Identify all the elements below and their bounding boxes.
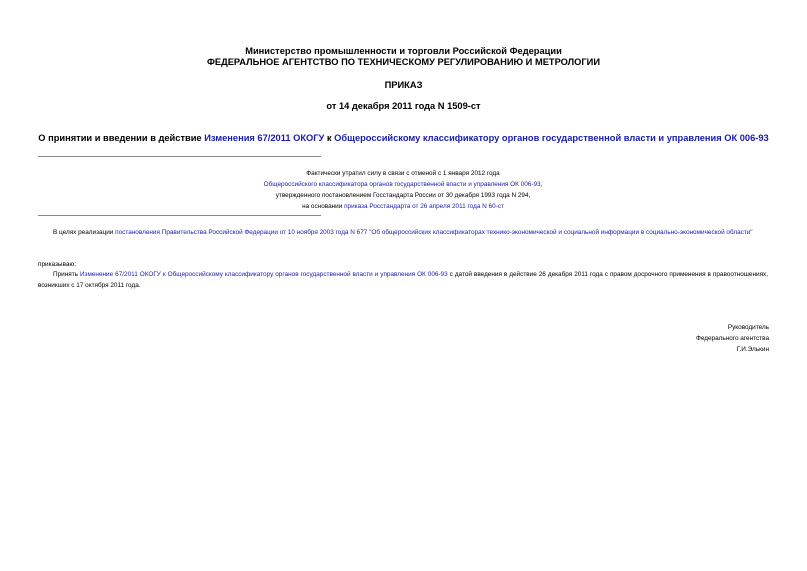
- paragraph-order: [38, 270, 768, 291]
- title-link-amendment[interactable]: Изменения 67/2011 ОКОГУ: [204, 133, 325, 143]
- status-note: [38, 168, 768, 212]
- document-date-number: от 14 декабря 2011 года N 1509-ст: [326, 101, 481, 111]
- note-line-3: утвержденного постановлением Госстандарта России от 30 декабря 1993 года N 294,: [275, 192, 531, 199]
- note-line-4-prefix: на основании: [302, 203, 345, 210]
- note-line-2-suffix: ,: [540, 181, 543, 188]
- divider-top: [38, 156, 321, 157]
- signature-block: [696, 322, 769, 355]
- para2-link-amendment[interactable]: Изменение 67/2011 ОКОГУ к Общероссийскому классификатору органов государственной власти и управления ОК 006-93: [79, 271, 448, 278]
- note-link-order[interactable]: приказа Росстандарта от 26 апреля 2011 года N 60-ст: [344, 203, 504, 210]
- order-word: приказываю:: [38, 261, 76, 268]
- para2-prefix: Принять: [53, 271, 80, 278]
- note-link-classifier[interactable]: Общероссийского классификатора органов государственной власти и управления ОК 006-93: [263, 181, 541, 188]
- note-line-2: [38, 179, 768, 190]
- signature-title: Руководитель: [727, 324, 769, 331]
- ministry-name: Министерство промышленности и торговли Российской Федерации: [245, 46, 562, 56]
- document-type: ПРИКАЗ: [384, 80, 423, 90]
- title-middle: к: [324, 133, 335, 143]
- document-title: [0, 133, 807, 144]
- signature-agency: Федерального агентства: [695, 335, 769, 342]
- signature-name: Г.И.Элькин: [736, 346, 769, 353]
- document-header: [0, 46, 807, 68]
- para1-prefix: В целях реализации: [53, 229, 116, 236]
- note-line-4: [38, 201, 768, 212]
- note-line-1: Фактически утратил силу в связи с отменой с 1 января 2012 года: [306, 170, 500, 177]
- divider-bottom: [38, 215, 321, 216]
- para2-suffix: с датой введения в действие 26 декабря 2011 года с правом досрочного применения в правоотношениях, возникших с 17 октября 2011 года.: [38, 271, 768, 289]
- paragraph-purpose: [38, 228, 768, 239]
- title-prefix: О принятии и введении в действие: [38, 133, 205, 143]
- para1-link-resolution[interactable]: постановления Правительства Российской Федерации от 10 ноября 2003 года N 677 "Об общероссийских классификаторах технико-экономической и социальной информации в социально-экономической области": [115, 229, 753, 236]
- agency-name: ФЕДЕРАЛЬНОЕ АГЕНТСТВО ПО ТЕХНИЧЕСКОМУ РЕГУЛИРОВАНИЮ И МЕТРОЛОГИИ: [206, 57, 601, 67]
- title-link-classifier[interactable]: Общероссийскому классификатору органов государственной власти и управления ОК 006-93: [334, 133, 769, 143]
